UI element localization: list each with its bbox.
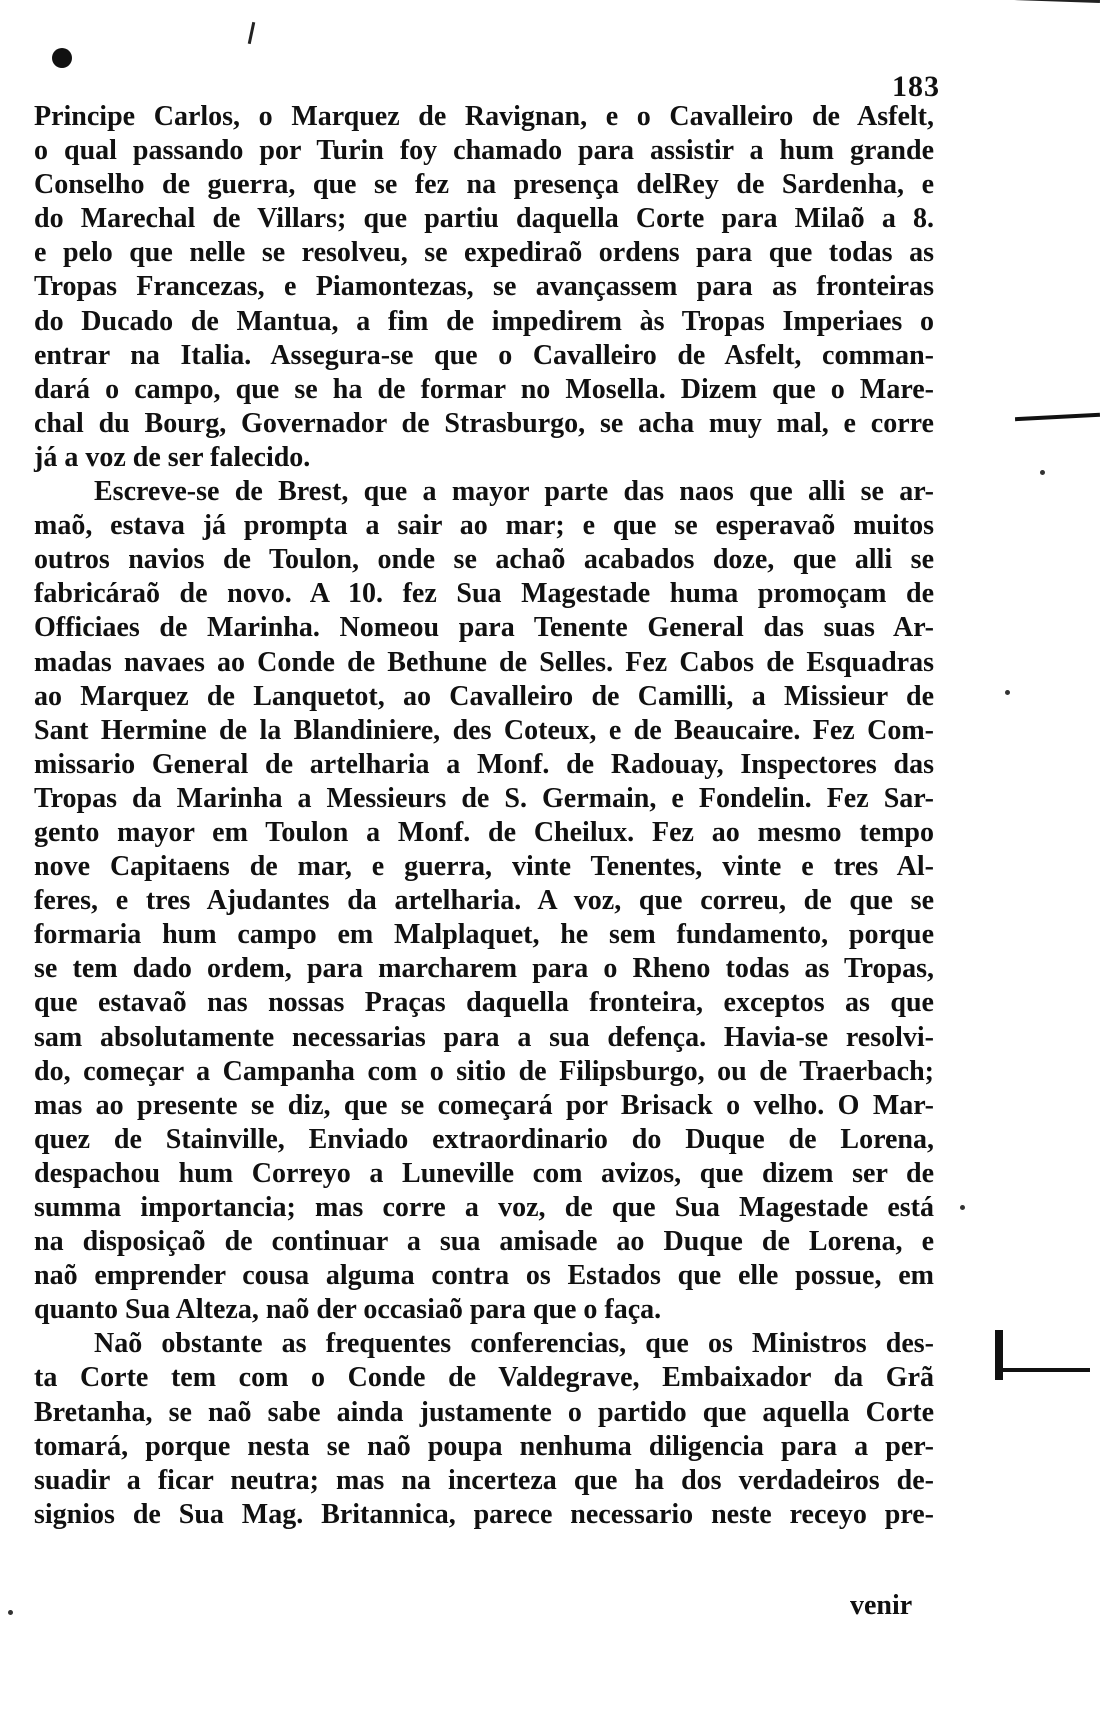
text-line: suadir a ficar neutra; mas na incerteza que ha dos verdadeiros de-	[34, 1464, 934, 1496]
text-line: chal du Bourg, Governador de Strasburgo, se acha muy mal, e corre	[34, 407, 934, 439]
margin-ink-rule	[1000, 1368, 1090, 1372]
ink-speck	[1005, 690, 1010, 695]
text-line: tomará, porque nesta se naõ poupa nenhuma diligencia para a per-	[34, 1430, 934, 1462]
ink-speck	[8, 1610, 13, 1615]
text-line: madas navaes ao Conde de Bethune de Selles. Fez Cabos de Esquadras	[34, 646, 934, 678]
text-line: já a voz de ser falecido.	[34, 441, 311, 473]
text-line: signios de Sua Mag. Britannica, parece necessario neste receyo pre-	[34, 1498, 934, 1530]
text-line: Bretanha, se naõ sabe ainda justamente o partido que aquella Corte	[34, 1396, 934, 1428]
text-line: despachou hum Correyo a Luneville com avizos, que dizem ser de	[34, 1157, 934, 1189]
ink-blot-mark	[52, 48, 72, 68]
catchword: venir	[850, 1590, 913, 1621]
text-line: Conselho de guerra, que se fez na presença delRey de Sardenha, e	[34, 169, 934, 201]
text-line: quez de Stainville, Enviado extraordinario do Duque de Lorena,	[34, 1123, 934, 1155]
margin-ink-rule	[1015, 413, 1100, 421]
text-line: feres, e tres Ajudantes da artelharia. A voz, que correu, de que se	[34, 885, 934, 917]
text-line: outros navios de Toulon, onde se achaõ acabados doze, que alli se	[34, 544, 934, 576]
text-line: se tem dado ordem, para marcharem para o Rheno todas as Tropas,	[34, 953, 934, 985]
ink-speck	[1040, 470, 1045, 475]
text-line: Sant Hermine de la Blandiniere, des Coteux, e de Beaucaire. Fez Com-	[34, 714, 934, 746]
text-line: Tropas Francezas, e Piamontezas, se avançassem para as fronteiras	[34, 271, 934, 303]
text-line: summa importancia; mas corre a voz, de que Sua Magestade está	[34, 1192, 934, 1223]
text-line: dará o campo, que se ha de formar no Mosella. Dizem que o Mare-	[34, 373, 934, 405]
body-text	[34, 100, 934, 1532]
text-line: maõ, estava já prompta a sair ao mar; e que se esperavaõ muitos	[34, 510, 934, 542]
text-line: Officiaes de Marinha. Nomeou para Tenente General das suas Ar-	[34, 612, 934, 644]
text-line: do Ducado de Mantua, a fim de impedirem às Tropas Imperiaes o	[34, 305, 934, 337]
text-line: o qual passando por Turin foy chamado para assistir a hum grande	[34, 135, 934, 167]
text-line: que estavaõ nas nossas Praças daquella fronteira, exceptos as que	[34, 987, 934, 1019]
text-line: ao Marquez de Lanquetot, ao Cavalleiro de Camilli, a Missieur de	[34, 680, 934, 712]
text-line: Naõ obstante as frequentes conferencias, que os Ministros des-	[94, 1328, 934, 1360]
text-line: fabricáraõ de novo. A 10. fez Sua Magestade huma promoçam de	[34, 578, 934, 610]
text-line: naõ emprender cousa alguma contra os Estados que elle possue, em	[34, 1260, 934, 1292]
text-line: e pelo que nelle se resolveu, se expediraõ ordens para que todas as	[34, 237, 934, 269]
ink-tick-mark	[248, 22, 256, 44]
text-line: entrar na Italia. Assegura-se que o Cavalleiro de Asfelt, comman-	[34, 339, 934, 371]
page-edge-shadow	[949, 0, 1100, 17]
text-line: na disposiçaõ de continuar a sua amisade ao Duque de Lorena, e	[34, 1226, 934, 1258]
text-line: sam absolutamente necessarias para a sua defença. Havia-se resolvi-	[34, 1021, 934, 1053]
page-number: 183	[892, 70, 940, 103]
ink-speck	[960, 1205, 965, 1210]
text-line: Principe Carlos, o Marquez de Ravignan, e o Cavalleiro de Asfelt,	[34, 101, 934, 132]
text-line: formaria hum campo em Malplaquet, he sem fundamento, porque	[34, 919, 934, 951]
text-line: do Marechal de Villars; que partiu daquella Corte para Milaõ a 8.	[34, 203, 934, 235]
text-line: missario General de artelharia a Monf. de Radouay, Inspectores das	[34, 748, 934, 780]
text-line: nove Capitaens de mar, e guerra, vinte Tenentes, vinte e tres Al-	[34, 851, 934, 883]
text-line: ta Corte tem com o Conde de Valdegrave, Embaixador da Grã	[34, 1362, 934, 1394]
text-line: do, começar a Campanha com o sitio de Filipsburgo, ou de Traerbach;	[34, 1055, 934, 1087]
text-line: Tropas da Marinha a Messieurs de S. Germain, e Fondelin. Fez Sar-	[34, 782, 934, 814]
text-line: quanto Sua Alteza, naõ der occasiaõ para que o faça.	[34, 1294, 662, 1326]
text-line: Escreve-se de Brest, que a mayor parte das naos que alli se ar-	[94, 476, 934, 508]
text-line: mas ao presente se diz, que se começará por Brisack o velho. O Mar-	[34, 1089, 934, 1121]
text-line: gento mayor em Toulon a Monf. de Cheilux. Fez ao mesmo tempo	[34, 816, 934, 848]
margin-ink-bar	[995, 1330, 1003, 1380]
